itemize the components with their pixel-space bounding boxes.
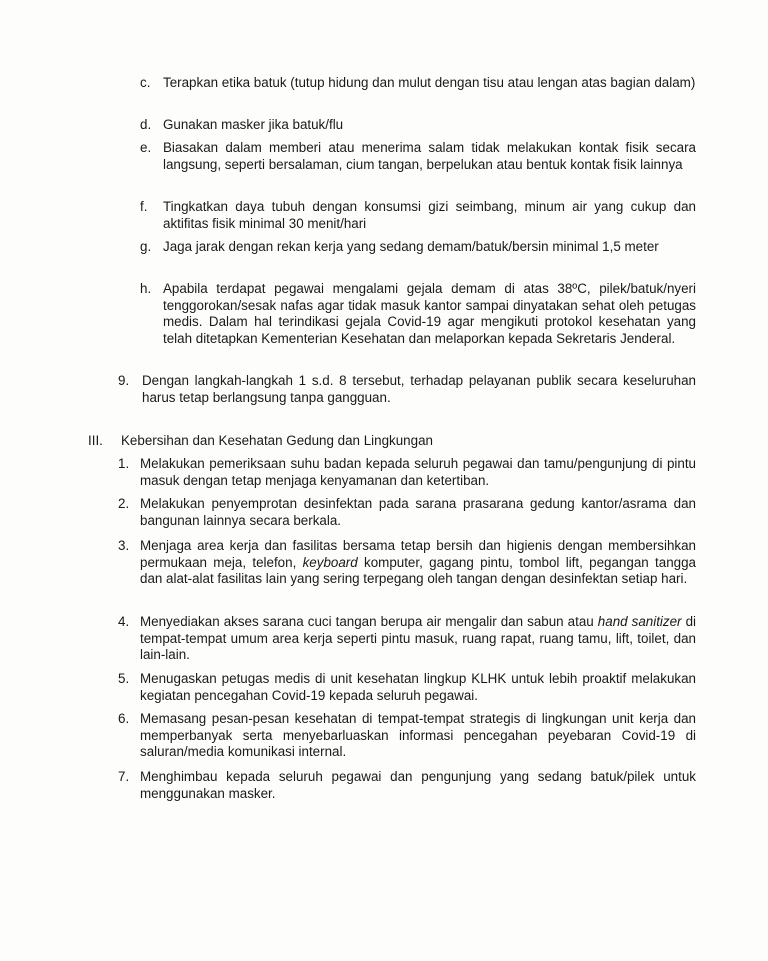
list-item-1	[118, 456, 696, 489]
list-text: Menyediakan akses sarana cuci tangan berupa air mengalir dan sabun atau hand sanitizer di tempat-tempat umum area kerja seperti pintu masuk, ruang rapat, ruang tamu, lift, toilet, dan lain-lain.	[140, 614, 696, 662]
list-item-4	[118, 614, 696, 664]
section-heading	[88, 433, 696, 450]
list-text: Gunakan masker jika batuk/flu	[163, 117, 344, 132]
list-marker: 2.	[118, 496, 130, 511]
list-text: Menugaskan petugas medis di unit kesehatan lingkup KLHK untuk lebih proaktif melakukan kegiatan pencegahan Covid-19 kepada seluruh pegawai.	[140, 671, 696, 703]
list-marker: 5.	[118, 671, 130, 686]
list-marker: f.	[140, 199, 148, 214]
list-text: Dengan langkah-langkah 1 s.d. 8 tersebut, terhadap pelayanan publik secara keseluruhan harus tetap berlangsung tanpa gangguan.	[142, 373, 696, 405]
list-marker: 1.	[118, 456, 130, 471]
list-text: Menghimbau kepada seluruh pegawai dan pengunjung yang sedang batuk/pilek untuk menggunakan masker.	[140, 769, 696, 801]
list-item-e	[140, 140, 696, 173]
list-text: Terapkan etika batuk (tutup hidung dan mulut dengan tisu atau lengan atas bagian dalam)	[163, 75, 696, 90]
list-text: Biasakan dalam memberi atau menerima salam tidak melakukan kontak fisik secara langsung, seperti bersalaman, cium tangan, berpelukan atau bentuk kontak fisik lainnya	[163, 140, 696, 172]
list-item-5	[118, 671, 696, 704]
list-marker: c.	[140, 75, 151, 90]
list-text: Memasang pesan-pesan kesehatan di tempat-tempat strategis di lingkungan unit kerja dan memperbanyak serta menyebarluaskan informasi pencegahan peyebaran Covid-19 di saluran/media komunikasi internal.	[140, 711, 696, 759]
list-text: Apabila terdapat pegawai mengalami gejala demam di atas 38ºC, pilek/batuk/nyeri tenggorokan/sesak nafas agar tidak masuk kantor sampai dinyatakan sehat oleh petugas medis. Dalam hal terindikasi gejala Covid-19 agar mengikuti protokol kesehatan yang telah ditetapkan Kementerian Kesehatan dan melaporkan kepada Sekretaris Jenderal.	[163, 281, 696, 346]
list-text: Jaga jarak dengan rekan kerja yang sedang demam/batuk/bersin minimal 1,5 meter	[163, 239, 659, 254]
list-item-2	[118, 496, 696, 529]
list-text: Melakukan penyemprotan desinfektan pada sarana prasarana gedung kantor/asrama dan bangunan lainnya secara berkala.	[140, 496, 696, 528]
section-title: Kebersihan dan Kesehatan Gedung dan Lingkungan	[121, 433, 433, 448]
list-item-g	[140, 239, 696, 256]
list-item-h	[140, 281, 696, 347]
list-item-7	[118, 769, 696, 802]
list-marker: d.	[140, 117, 152, 132]
list-text: Menjaga area kerja dan fasilitas bersama tetap bersih dan higienis dengan membersihkan permukaan meja, telefon, keyboard komputer, gagang pintu, tombol lift, pegangan tangga dan alat-alat fasilitas lain yang sering terpegang oleh tangan dengan desinfektan setiap hari.	[140, 538, 696, 586]
list-item-c	[140, 75, 696, 92]
list-marker: 4.	[118, 614, 130, 629]
list-marker: g.	[140, 239, 152, 254]
list-marker: h.	[140, 281, 152, 296]
list-item-f	[140, 199, 696, 232]
list-item-3	[118, 538, 696, 588]
list-marker: 6.	[118, 711, 130, 726]
list-marker: 7.	[118, 769, 130, 784]
list-marker: e.	[140, 140, 152, 155]
list-text: Tingkatkan daya tubuh dengan konsumsi gizi seimbang, minum air yang cukup dan aktifitas fisik minimal 30 menit/hari	[163, 199, 696, 231]
list-marker: 3.	[118, 538, 130, 553]
list-marker: 9.	[118, 373, 130, 388]
list-item-9	[118, 373, 696, 406]
section-marker: III.	[88, 433, 103, 448]
list-item-6	[118, 711, 696, 761]
list-item-d	[140, 117, 696, 134]
list-text: Melakukan pemeriksaan suhu badan kepada seluruh pegawai dan tamu/pengunjung di pintu masuk dengan tetap menjaga kenyamanan dan ketertiban.	[140, 456, 696, 488]
